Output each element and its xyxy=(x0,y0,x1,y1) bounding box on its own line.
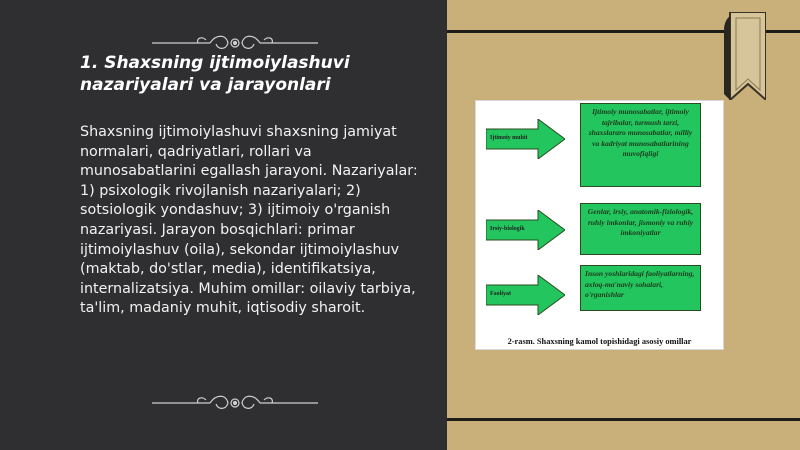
factors-figure xyxy=(475,100,724,350)
slide-body-text: Shaxsning ijtimoiylashuvi shaxsning jamiyat normalari, qadriyatlari, rollari va munosabatlarini egallash jarayoni. Nazariyalar: 1) psixologik rivojlanish nazariyalari; 2) sotsiologik yondashuv; 3) ijtimoiy o'rganish nazariyasi. Jarayon bosqichlari: primar ijtimoiylashuv (oila), sekondar ijtimoiylashuv (maktab, do'stlar, media), identifikatsiya, internalizatsiya. Muhim omillar: oilaviy tarbiya, ta'lim, madaniy muhit, iqtisodiy sharoit. xyxy=(80,124,423,317)
arrow-label: Ijtimoiy muhit xyxy=(490,135,528,141)
factor-box: Genlar, irsiy, anatomik-fiziologik, ruhiy imkonlar, jismoniy va ruhiy imkoniyatlar xyxy=(580,203,701,255)
horizontal-rule-bottom xyxy=(447,418,800,421)
flourish-divider-icon xyxy=(150,390,320,416)
figure-caption: 2-rasm. Shaxsning kamol topishidagi asosiy omillar xyxy=(507,337,692,346)
arrow-label: Faoliyat xyxy=(490,291,511,297)
bookmark-ribbon-icon xyxy=(720,12,766,100)
factor-box: Inson yoshlaridagi faoliyatlarning, axloq-ma'naviy sohalari, o'rganishlar xyxy=(580,265,701,311)
arrow-label: Irsiy-biologik xyxy=(490,226,525,232)
slide-title: 1. Shaxsning ijtimoiylashuvi nazariyalari va jarayonlari xyxy=(80,53,350,95)
factor-box: Ijtimoiy munosabatlar, ijtimoiy tajribalar, turmush tarzi, shaxslararo munosabatlar, milliy va kadriyat munosabatlarining muvofiqligi xyxy=(580,103,701,187)
